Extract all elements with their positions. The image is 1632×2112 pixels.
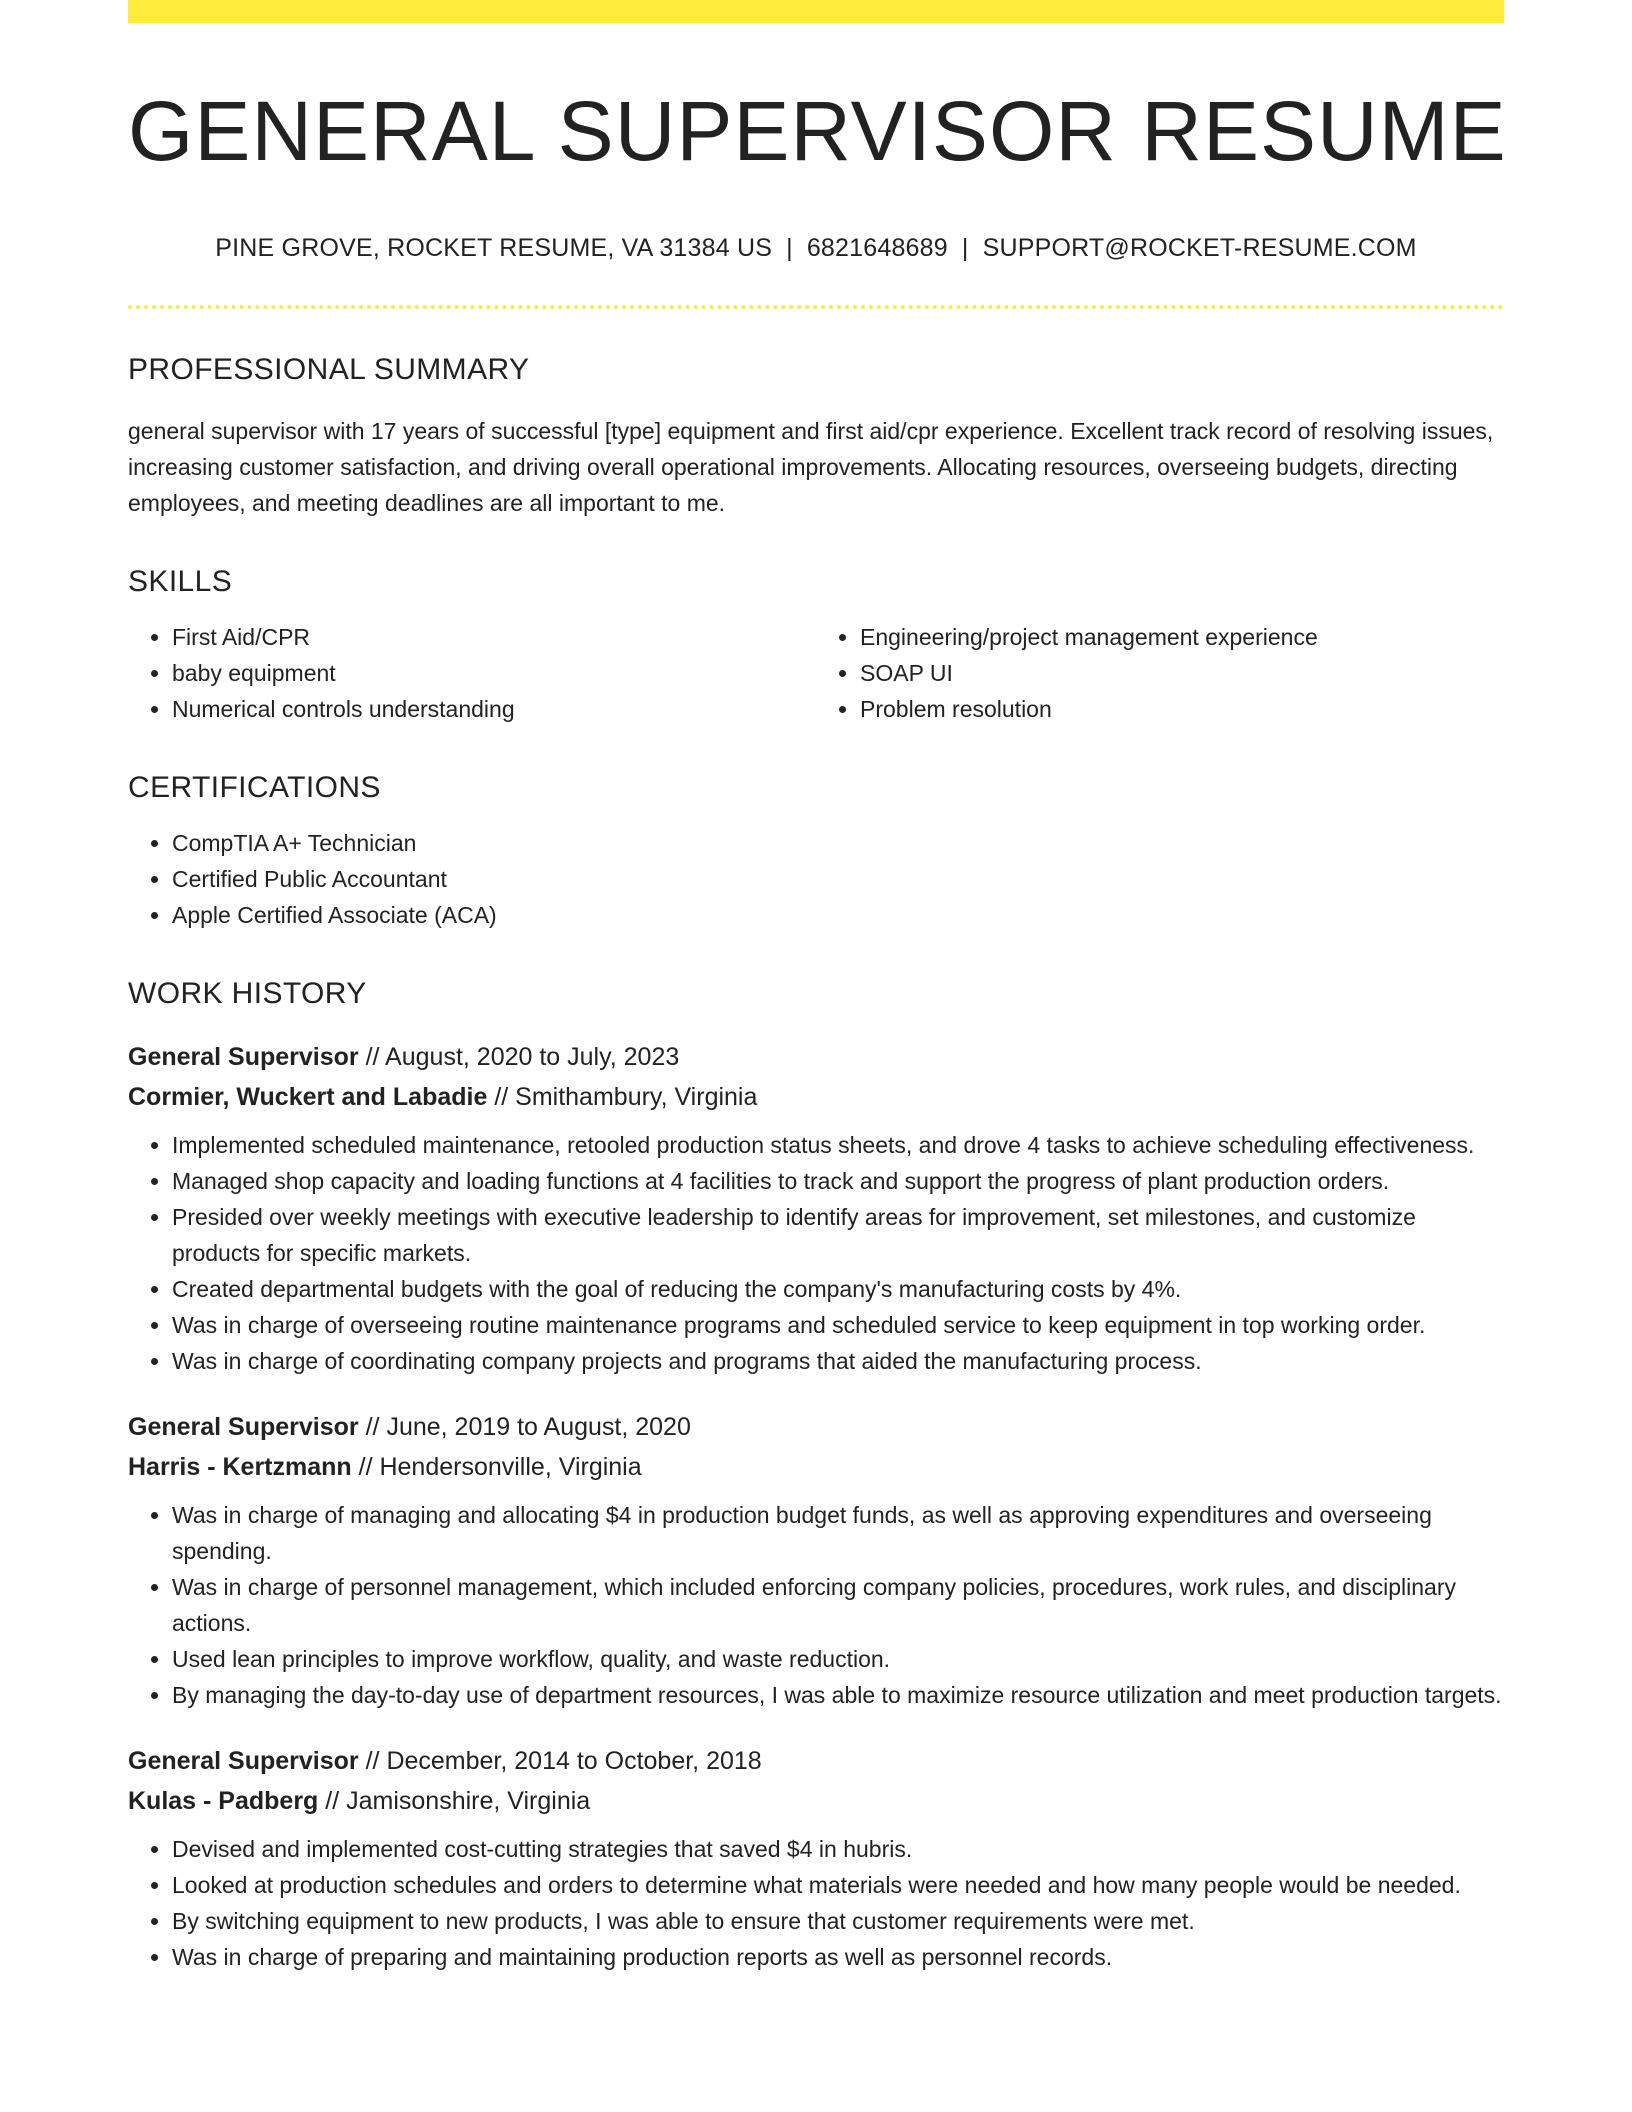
skills-grid <box>128 619 1504 727</box>
job-company: Kulas - Padberg <box>128 1786 319 1815</box>
contact-separator: | <box>786 233 793 262</box>
job-title-line <box>128 1037 1504 1077</box>
job-bullet: • Looked at production schedules and orders to determine what materials were needed and how many people would be needed. <box>172 1867 1504 1903</box>
job-location: // Smithambury, Virginia <box>487 1082 758 1111</box>
job-dates: // June, 2019 to August, 2020 <box>358 1412 691 1441</box>
job-company-line <box>128 1447 1504 1487</box>
job-bullet: • Was in charge of preparing and maintaining production reports as well as personnel records. <box>172 1939 1504 1975</box>
job-title-line <box>128 1741 1504 1781</box>
skills-heading: SKILLS <box>128 564 233 598</box>
job-company-line <box>128 1781 1504 1821</box>
contact-email: SUPPORT@ROCKET-RESUME.COM <box>982 233 1417 262</box>
job-bullets <box>128 1497 1504 1713</box>
job-company: Cormier, Wuckert and Labadie <box>128 1082 488 1111</box>
job-entry <box>128 1741 1504 1975</box>
job-bullet: • Was in charge of personnel management, which included enforcing company policies, procedures, work rules, and disciplinary actions. <box>172 1569 1504 1641</box>
job-bullet: • Managed shop capacity and loading functions at 4 facilities to track and support the progress of plant production orders. <box>172 1163 1504 1199</box>
job-bullet: • Presided over weekly meetings with executive leadership to identify areas for improvement, set milestones, and customize products for specific markets. <box>172 1199 1504 1271</box>
job-dates: // August, 2020 to July, 2023 <box>358 1042 680 1071</box>
skill-item: • Problem resolution <box>860 691 1504 727</box>
accent-top-bar <box>128 0 1504 23</box>
job-bullet: • Used lean principles to improve workflow, quality, and waste reduction. <box>172 1641 1504 1677</box>
job-title: General Supervisor <box>128 1412 359 1441</box>
skill-item: • Numerical controls understanding <box>172 691 816 727</box>
job-bullet: • Devised and implemented cost-cutting strategies that saved $4 in hubris. <box>172 1831 1504 1867</box>
job-entry <box>128 1407 1504 1713</box>
contact-phone: 6821648689 <box>806 233 948 262</box>
contact-location: PINE GROVE, ROCKET RESUME, VA 31384 US <box>215 233 773 262</box>
job-bullets <box>128 1127 1504 1379</box>
work-history-heading: WORK HISTORY <box>128 976 367 1010</box>
skills-list-right <box>816 619 1504 727</box>
job-bullet: • By managing the day-to-day use of department resources, I was able to maximize resource utilization and meet production targets. <box>172 1677 1504 1713</box>
certification-item: • Certified Public Accountant <box>172 861 1504 897</box>
dotted-divider <box>128 305 1504 309</box>
job-location: // Hendersonville, Virginia <box>351 1452 642 1481</box>
summary-text: general supervisor with 17 years of successful [type] equipment and first aid/cpr experience. Excellent track record of resolving issues, increasing customer satisfaction, and driving overall operational improvements. Allocating resources, overseeing budgets, directing employees, and meeting deadlines are all important to me. <box>128 417 1494 516</box>
skill-item: • Engineering/project management experience <box>860 619 1504 655</box>
job-dates: // December, 2014 to October, 2018 <box>358 1746 762 1775</box>
skills-list-left <box>128 619 816 727</box>
skill-item: • SOAP UI <box>860 655 1504 691</box>
job-bullet: • Was in charge of managing and allocating $4 in production budget funds, as well as approving expenditures and overseeing spending. <box>172 1497 1504 1569</box>
job-bullet: • Was in charge of overseeing routine maintenance programs and scheduled service to keep equipment in top working order. <box>172 1307 1504 1343</box>
job-location: // Jamisonshire, Virginia <box>318 1786 591 1815</box>
skill-item: • baby equipment <box>172 655 816 691</box>
job-bullet: • By switching equipment to new products, I was able to ensure that customer requirements were met. <box>172 1903 1504 1939</box>
job-company-line <box>128 1077 1504 1117</box>
job-title-line <box>128 1407 1504 1447</box>
job-title: General Supervisor <box>128 1746 359 1775</box>
certification-item: • Apple Certified Associate (ACA) <box>172 897 1504 933</box>
summary-heading: PROFESSIONAL SUMMARY <box>128 352 530 386</box>
certifications-list <box>128 825 1504 933</box>
job-bullets <box>128 1831 1504 1975</box>
job-bullet: • Implemented scheduled maintenance, retooled production status sheets, and drove 4 tasks to achieve scheduling effectiveness. <box>172 1127 1504 1163</box>
resume-title: GENERAL SUPERVISOR RESUME <box>128 84 1507 178</box>
job-company: Harris - Kertzmann <box>128 1452 352 1481</box>
contact-line <box>128 234 1504 263</box>
job-title: General Supervisor <box>128 1042 359 1071</box>
job-bullet: • Was in charge of coordinating company projects and programs that aided the manufacturing process. <box>172 1343 1504 1379</box>
job-entry <box>128 1037 1504 1379</box>
contact-separator: | <box>961 233 969 262</box>
skill-item: • First Aid/CPR <box>172 619 816 655</box>
certification-item: • CompTIA A+ Technician <box>172 825 1504 861</box>
certifications-heading: CERTIFICATIONS <box>128 770 381 804</box>
resume-page <box>128 0 1507 1975</box>
job-bullet: • Created departmental budgets with the goal of reducing the company's manufacturing costs by 4%. <box>172 1271 1504 1307</box>
